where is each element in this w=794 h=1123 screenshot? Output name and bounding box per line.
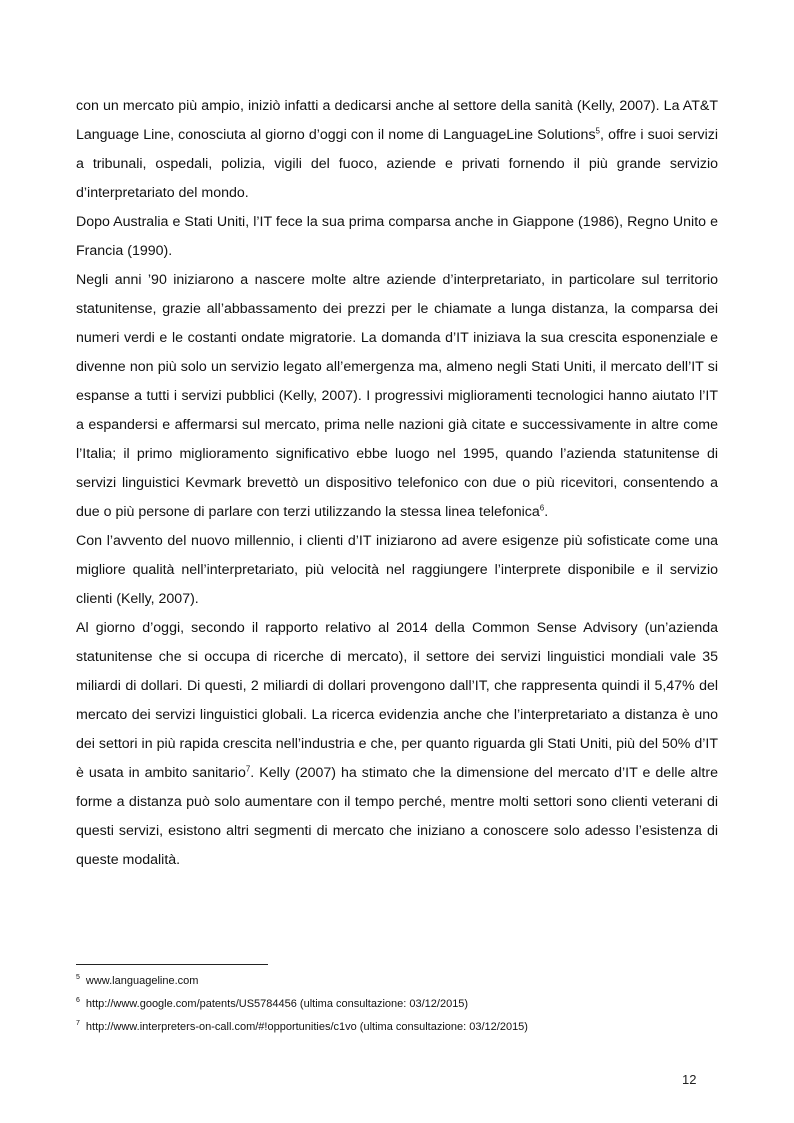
footnote-link[interactable]: http://www.interpreters-on-call.com/#!opportunities/c1vo (ultima consultazione: 03/12/2015) <box>85 1021 528 1033</box>
footnote-marker: 6 <box>76 997 80 1005</box>
paragraph-text: con un mercato più ampio, iniziò infatti a dedicarsi anche al settore della sanità (Kelly, 2007). La AT&T Language Line, conosciuta al giorno d’oggi con il nome di LanguageLine Solutions <box>76 98 718 143</box>
footnote-link[interactable]: http://www.google.com/patents/US5784456 (ultima consultazione: 03/12/2015) <box>85 998 469 1010</box>
paragraph-millennium <box>76 527 718 614</box>
paragraph-text: Negli anni ’90 iniziarono a nascere molte altre aziende d’interpretariato, in particolare sul territorio statunitense, grazie all’abbassamento dei prezzi per le chiamate a lunga distanza, la comparsa dei numeri verdi e le costanti ondate migratorie. La domanda d’IT iniziava la sua crescita esponenziale e divenne non più solo un servizio legato all’emergenza ma, almeno negli Stati Uniti, il mercato dell’IT si espanse a tutti i servizi pubblici (Kelly, 2007). I progressivi miglioramenti tecnologici hanno aiutato l’IT a espandersi e affermarsi sul mercato, prima nelle nazioni già citate e successivamente in altre come l’Italia; il primo miglioramento significativo ebbe luogo nel 1995, quando l’azienda statunitense di servizi linguistici Kevmark brevettò un dispositivo telefonico con due o più ricevitori, consentendo a due o più persone di parlare con terzi utilizzando la stessa linea telefonica <box>76 272 718 520</box>
body-text <box>76 92 718 875</box>
footnote-marker: 7 <box>76 1020 80 1028</box>
paragraph-text: , offre i suoi servizi a tribunali, ospedali, polizia, vigili del fuoco, aziende e privati fornendo il più grande servizio d’interpretariato del mondo. <box>76 127 718 201</box>
paragraph-text: . Kelly (2007) ha stimato che la dimensione del mercato d’IT e delle altre forme a distanza può solo aumentare con il tempo perché, mentre molti settori sono clienti veterani di questi servizi, esistono altri segmenti di mercato che iniziano a conoscere solo adesso l’esistenza di queste modalità. <box>76 765 718 868</box>
paragraph-languageline <box>76 92 718 208</box>
paragraph-market-today <box>76 614 718 875</box>
footnote-reference: 6 <box>539 503 545 513</box>
paragraph-text: Con l’avvento del nuovo millennio, i clienti d’IT iniziarono ad avere esigenze più sofisticate come una migliore qualità nell’interpretariato, più velocità nel raggiungere l’interprete disponibile e il servizio clienti (Kelly, 2007). <box>76 533 718 607</box>
footnote-item <box>76 970 718 993</box>
footnote-item <box>76 993 718 1016</box>
paragraph-nineties <box>76 266 718 527</box>
footnote-separator <box>76 964 268 965</box>
page-number: 12 <box>682 1072 697 1087</box>
paragraph-diffusion <box>76 208 718 266</box>
paragraph-text: . <box>544 504 549 520</box>
footnotes <box>76 970 718 1039</box>
paragraph-text: Al giorno d’oggi, secondo il rapporto relativo al 2014 della Common Sense Advisory (un’azienda statunitense che si occupa di ricerche di mercato), il settore dei servizi linguistici mondiali vale 35 miliardi di dollari. Di questi, 2 miliardi di dollari provengono dall’IT, che rappresenta quindi il 5,47% del mercato dei servizi linguistici globali. La ricerca evidenzia anche che l’interpretariato a distanza è uno dei settori in più rapida crescita nell’industria e che, per quanto riguarda gli Stati Uniti, più del 50% d’IT è usata in ambito sanitario <box>76 620 718 781</box>
footnote-link[interactable]: www.languageline.com <box>85 975 199 987</box>
footnote-item <box>76 1016 718 1039</box>
footnote-marker: 5 <box>76 974 80 982</box>
footnote-reference: 7 <box>245 764 251 774</box>
paragraph-text: Dopo Australia e Stati Uniti, l’IT fece la sua prima comparsa anche in Giappone (1986), Regno Unito e Francia (1990). <box>76 214 718 259</box>
footnote-reference: 5 <box>595 126 600 136</box>
